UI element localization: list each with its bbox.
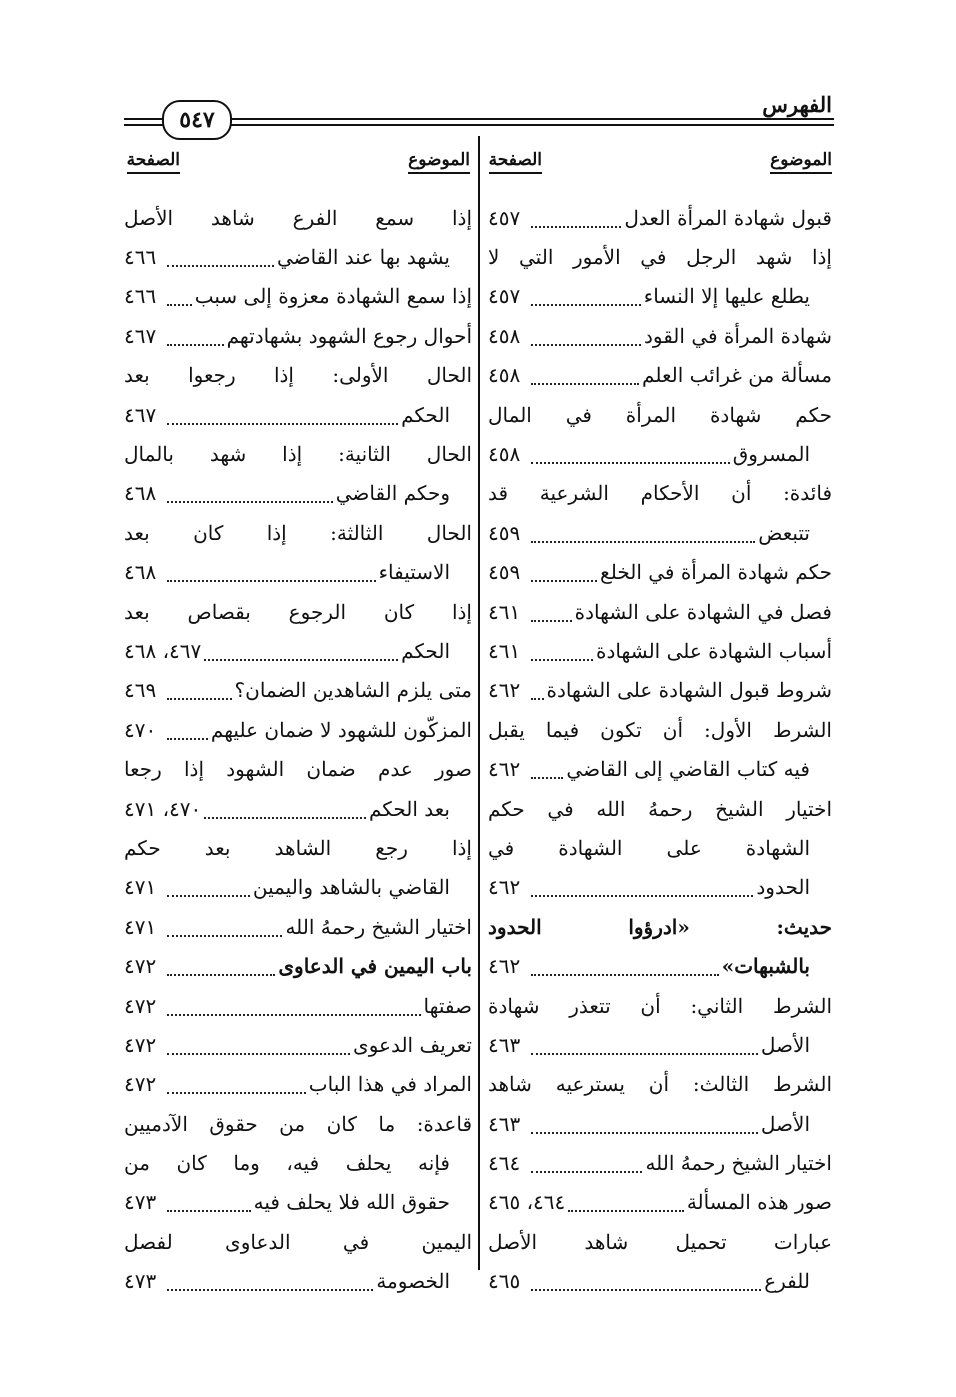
dot-leader bbox=[167, 692, 232, 700]
dot-leader bbox=[531, 574, 597, 582]
entry-topic: المزكّون للشهود لا ضمان عليهم bbox=[210, 717, 472, 742]
entry-topic: الاستيفاء bbox=[378, 560, 450, 585]
dot-leader bbox=[167, 574, 376, 582]
entry-page: ٤٦٢ bbox=[488, 954, 521, 979]
entry-topic: تتبعض bbox=[758, 520, 810, 545]
entry-topic: حديث: «ادرؤوا الحدود bbox=[488, 914, 832, 939]
index-entry bbox=[488, 946, 832, 985]
index-entry bbox=[124, 1262, 472, 1301]
index-entry bbox=[124, 277, 472, 316]
entry-topic: إذا رجع الشاهد بعد حكم bbox=[124, 835, 472, 860]
entry-topic: اختيار الشيخ رحمهُ الله bbox=[645, 1151, 832, 1176]
entry-topic: إذا سمع الفرع شاهد الأصل bbox=[124, 205, 472, 230]
index-entry bbox=[488, 1183, 832, 1222]
index-entry bbox=[488, 671, 832, 710]
dot-leader bbox=[531, 220, 621, 228]
dot-leader bbox=[167, 338, 224, 346]
header-rule bbox=[124, 124, 164, 126]
entry-page: ٤٦٤ bbox=[488, 1151, 521, 1176]
entry-page: ٤٦٦ bbox=[124, 284, 157, 309]
index-entry bbox=[124, 434, 472, 473]
entry-topic: صور هذه المسألة bbox=[686, 1190, 832, 1215]
left-index-column bbox=[124, 198, 472, 1301]
entry-topic: حكم شهادة المرأة في الخلع bbox=[600, 560, 832, 585]
entry-page: ٤٦٥ bbox=[488, 1269, 521, 1294]
dot-leader bbox=[531, 456, 730, 464]
index-entry bbox=[124, 631, 472, 670]
entry-topic: الأصل bbox=[760, 1032, 810, 1057]
index-entry bbox=[124, 868, 472, 907]
entry-topic: إذا سمع الشهادة معزوة إلى سبب bbox=[194, 284, 472, 309]
dot-leader bbox=[531, 653, 593, 661]
entry-topic: للفرع bbox=[764, 1269, 810, 1294]
dot-leader bbox=[167, 732, 208, 740]
index-entry bbox=[488, 828, 832, 867]
entry-topic: الحدود bbox=[756, 875, 810, 900]
dot-leader bbox=[167, 1047, 350, 1055]
dot-leader bbox=[167, 1086, 306, 1094]
index-entry bbox=[488, 749, 832, 788]
header-rule bbox=[228, 118, 834, 120]
entry-page: ٤٥٩ bbox=[488, 560, 521, 585]
dot-leader bbox=[531, 1165, 642, 1173]
entry-page: ٤٦٩ bbox=[124, 678, 157, 703]
entry-topic: الشهادة على الشهادة في bbox=[488, 835, 810, 860]
entry-page: ٤٦٤، ٤٦٥ bbox=[488, 1190, 566, 1215]
index-entry bbox=[124, 1104, 472, 1143]
dot-leader bbox=[167, 1204, 251, 1212]
index-entry bbox=[124, 946, 472, 985]
entry-topic: بالشبهات» bbox=[721, 954, 810, 979]
index-entry bbox=[488, 237, 832, 276]
index-entry bbox=[124, 553, 472, 592]
dot-leader bbox=[167, 298, 192, 306]
entry-page: ٤٧٠، ٤٧١ bbox=[124, 796, 202, 821]
index-entry bbox=[124, 1065, 472, 1104]
entry-topic: اختيار الشيخ رحمهُ الله bbox=[285, 914, 472, 939]
index-entry bbox=[488, 316, 832, 355]
entry-topic: المسروق bbox=[732, 442, 810, 467]
dot-leader bbox=[167, 968, 275, 976]
dot-leader bbox=[531, 771, 563, 779]
index-entry bbox=[488, 553, 832, 592]
entry-topic: إذا شهد الرجل في الأمور التي لا bbox=[488, 245, 832, 270]
entry-page: ٤٧٢ bbox=[124, 1032, 157, 1057]
entry-page: ٤٧١ bbox=[124, 875, 157, 900]
index-entry bbox=[124, 986, 472, 1025]
entry-page: ٤٦١ bbox=[488, 599, 521, 624]
dot-leader bbox=[531, 377, 639, 385]
dot-leader bbox=[568, 1204, 684, 1212]
entry-topic: أحوال رجوع الشهود بشهادتهم bbox=[226, 323, 472, 348]
header-rule bbox=[228, 124, 834, 126]
index-entry bbox=[124, 474, 472, 513]
dot-leader bbox=[531, 338, 641, 346]
header-title: الفهرس bbox=[762, 92, 832, 117]
index-entry bbox=[124, 356, 472, 395]
index-entry bbox=[488, 1262, 832, 1301]
entry-page: ٤٦٨ bbox=[124, 481, 157, 506]
entry-topic: الخصومة bbox=[376, 1269, 450, 1294]
entry-page: ٤٥٨ bbox=[488, 323, 521, 348]
entry-topic: الشرط الثالث: أن يسترعيه شاهد bbox=[488, 1072, 832, 1097]
entry-page: ٤٦٧، ٤٦٨ bbox=[124, 638, 202, 663]
index-entry bbox=[488, 277, 832, 316]
entry-topic: الحكم bbox=[401, 402, 450, 427]
index-entry bbox=[488, 1143, 832, 1182]
entry-topic: الشرط الثاني: أن تتعذر شهادة bbox=[488, 993, 832, 1018]
entry-topic: حقوق الله فلا يحلف فيه bbox=[253, 1190, 450, 1215]
dot-leader bbox=[167, 889, 250, 897]
entry-page: ٤٦٧ bbox=[124, 323, 157, 348]
index-entry bbox=[124, 710, 472, 749]
index-entry bbox=[124, 1222, 472, 1261]
index-entry bbox=[488, 1222, 832, 1261]
entry-topic: متى يلزم الشاهدين الضمان؟ bbox=[234, 678, 472, 703]
entry-page: ٤٥٨ bbox=[488, 442, 521, 467]
index-entry bbox=[488, 434, 832, 473]
entry-topic: قاعدة: ما كان من حقوق الآدميين bbox=[124, 1111, 472, 1136]
index-entry bbox=[488, 198, 832, 237]
index-entry bbox=[124, 513, 472, 552]
index-entry bbox=[488, 395, 832, 434]
entry-topic: يطلع عليها إلا النساء bbox=[643, 284, 810, 309]
dot-leader bbox=[167, 929, 282, 937]
entry-topic: إذا كان الرجوع بقصاص بعد bbox=[124, 599, 472, 624]
entry-topic: يشهد بها عند القاضي bbox=[276, 245, 450, 270]
entry-topic: قبول شهادة المرأة العدل bbox=[624, 205, 832, 230]
page-column-header: الصفحة bbox=[127, 150, 180, 170]
index-entry bbox=[124, 1183, 472, 1222]
entry-page: ٤٦٢ bbox=[488, 757, 521, 782]
index-entry bbox=[124, 316, 472, 355]
entry-page: ٤٦٣ bbox=[488, 1111, 521, 1136]
dot-leader bbox=[531, 1283, 761, 1291]
entry-topic: اليمين في الدعاوى لفصل bbox=[124, 1229, 472, 1254]
column-divider bbox=[478, 136, 480, 1270]
index-entry bbox=[488, 592, 832, 631]
dot-leader bbox=[531, 692, 544, 700]
index-entry bbox=[488, 1104, 832, 1143]
entry-page: ٤٦٢ bbox=[488, 678, 521, 703]
entry-page: ٤٧٠ bbox=[124, 717, 157, 742]
index-entry bbox=[488, 631, 832, 670]
index-entry bbox=[124, 1025, 472, 1064]
entry-topic: المراد في هذا الباب bbox=[308, 1072, 472, 1097]
entry-page: ٤٥٧ bbox=[488, 284, 521, 309]
dot-leader bbox=[531, 535, 755, 543]
index-entry bbox=[488, 1025, 832, 1064]
entry-page: ٤٧١ bbox=[124, 914, 157, 939]
header-rule bbox=[124, 118, 164, 120]
dot-leader bbox=[167, 259, 274, 267]
entry-topic: القاضي بالشاهد واليمين bbox=[252, 875, 450, 900]
entry-topic: الحال الثانية: إذا شهد بالمال bbox=[124, 442, 472, 467]
index-entry bbox=[488, 513, 832, 552]
entry-page: ٤٥٧ bbox=[488, 205, 521, 230]
index-entry bbox=[124, 395, 472, 434]
index-entry bbox=[124, 237, 472, 276]
index-entry bbox=[124, 592, 472, 631]
index-entry bbox=[124, 828, 472, 867]
entry-topic: أسباب الشهادة على الشهادة bbox=[596, 638, 832, 663]
entry-topic: الحكم bbox=[401, 638, 450, 663]
entry-page: ٤٦٢ bbox=[488, 875, 521, 900]
index-entry bbox=[488, 710, 832, 749]
dot-leader bbox=[531, 968, 719, 976]
entry-topic: باب اليمين في الدعاوى bbox=[278, 954, 472, 979]
entry-topic: الأصل bbox=[760, 1111, 810, 1136]
index-entry bbox=[488, 907, 832, 946]
entry-topic: شروط قبول الشهادة على الشهادة bbox=[546, 678, 832, 703]
entry-page: ٤٥٨ bbox=[488, 363, 521, 388]
entry-page: ٤٦١ bbox=[488, 638, 521, 663]
index-entry bbox=[488, 986, 832, 1025]
entry-topic: بعد الحكم bbox=[369, 796, 450, 821]
page-number: ٥٤٧ bbox=[162, 100, 232, 140]
dot-leader bbox=[531, 298, 641, 306]
entry-topic: الحال الأولى: إذا رجعوا بعد bbox=[124, 363, 472, 388]
dot-leader bbox=[531, 1047, 758, 1055]
dot-leader bbox=[204, 811, 366, 819]
dot-leader bbox=[204, 653, 398, 661]
topic-column-header: الموضوع bbox=[408, 150, 470, 170]
index-entry bbox=[124, 789, 472, 828]
entry-topic: تعريف الدعوى bbox=[353, 1032, 472, 1057]
entry-topic: فائدة: أن الأحكام الشرعية قد bbox=[488, 481, 832, 506]
index-entry bbox=[124, 749, 472, 788]
dot-leader bbox=[531, 889, 753, 897]
index-entry bbox=[488, 868, 832, 907]
index-entry bbox=[124, 671, 472, 710]
entry-topic: اختيار الشيخ رحمهُ الله في حكم bbox=[488, 796, 832, 821]
index-entry bbox=[124, 1143, 472, 1182]
entry-topic: عبارات تحميل شاهد الأصل bbox=[488, 1229, 832, 1254]
entry-topic: صفتها bbox=[423, 993, 472, 1018]
index-entry bbox=[124, 198, 472, 237]
dot-leader bbox=[167, 1008, 421, 1016]
entry-topic: حكم شهادة المرأة في المال bbox=[488, 402, 832, 427]
entry-topic: وحكم القاضي bbox=[335, 481, 450, 506]
index-entry bbox=[488, 356, 832, 395]
topic-column-header: الموضوع bbox=[770, 150, 832, 170]
entry-page: ٤٧٣ bbox=[124, 1190, 157, 1215]
entry-page: ٤٥٩ bbox=[488, 520, 521, 545]
entry-page: ٤٧٢ bbox=[124, 1072, 157, 1097]
entry-page: ٤٧٢ bbox=[124, 954, 157, 979]
entry-page: ٤٧٣ bbox=[124, 1269, 157, 1294]
entry-topic: صور عدم ضمان الشهود إذا رجعا bbox=[124, 757, 472, 782]
entry-topic: مسألة من غرائب العلم bbox=[642, 363, 832, 388]
entry-page: ٤٦٣ bbox=[488, 1032, 521, 1057]
entry-topic: الشرط الأول: أن تكون فيما يقبل bbox=[488, 717, 832, 742]
dot-leader bbox=[531, 1126, 758, 1134]
entry-page: ٤٦٧ bbox=[124, 402, 157, 427]
entry-topic: فإنه يحلف فيه، وما كان من bbox=[124, 1151, 450, 1176]
index-entry bbox=[124, 907, 472, 946]
entry-topic: فيه كتاب القاضي إلى القاضي bbox=[566, 757, 810, 782]
right-index-column bbox=[488, 198, 832, 1301]
entry-topic: الحال الثالثة: إذا كان بعد bbox=[124, 520, 472, 545]
entry-page: ٤٧٢ bbox=[124, 993, 157, 1018]
dot-leader bbox=[167, 417, 398, 425]
page-column-header: الصفحة bbox=[489, 150, 542, 170]
dot-leader bbox=[167, 1283, 373, 1291]
entry-topic: فصل في الشهادة على الشهادة bbox=[574, 599, 832, 624]
entry-page: ٤٦٦ bbox=[124, 245, 157, 270]
entry-topic: شهادة المرأة في القود bbox=[643, 323, 832, 348]
dot-leader bbox=[531, 614, 572, 622]
dot-leader bbox=[167, 495, 333, 503]
index-entry bbox=[488, 474, 832, 513]
index-entry bbox=[488, 1065, 832, 1104]
index-entry bbox=[488, 789, 832, 828]
entry-page: ٤٦٨ bbox=[124, 560, 157, 585]
